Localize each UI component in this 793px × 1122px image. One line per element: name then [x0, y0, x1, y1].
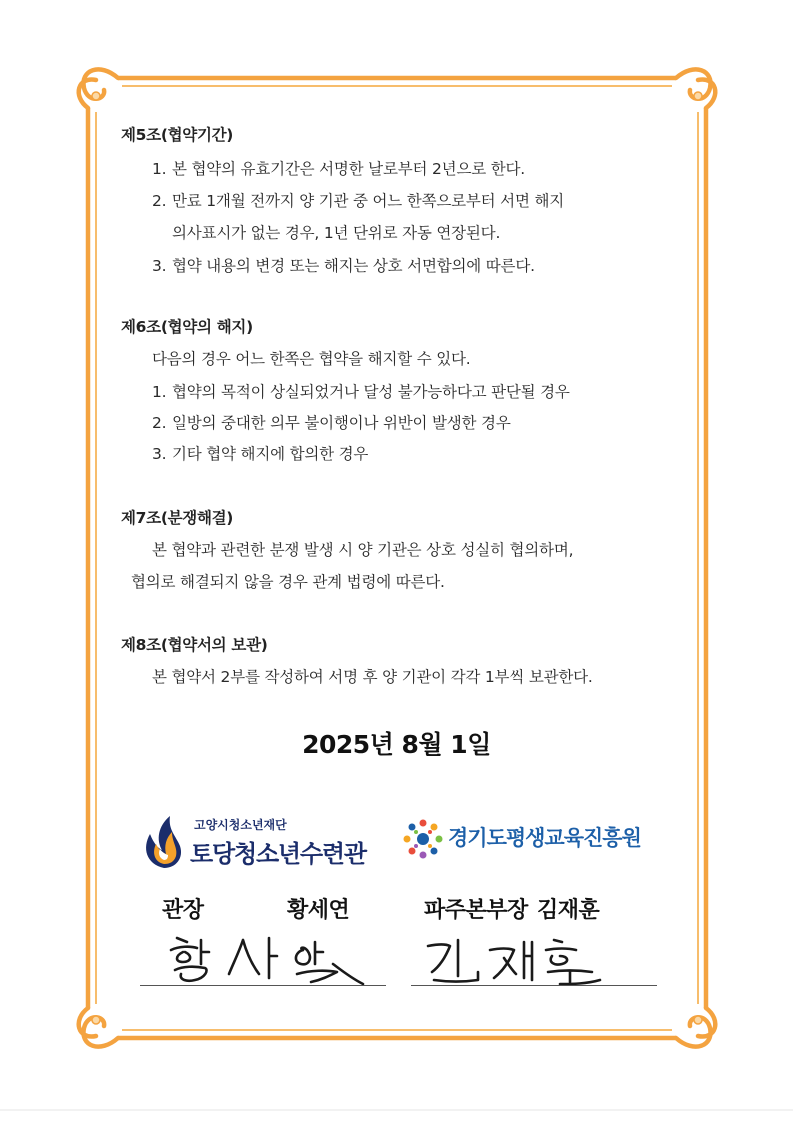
article-7-paragraph-2: 협의로 해결되지 않을 경우 관계 법령에 따른다.: [131, 573, 445, 591]
right-signature-image: [420, 932, 620, 992]
left-signer-title: 관장: [162, 898, 204, 923]
right-signature-line: [411, 985, 657, 986]
article-8-paragraph: 본 협약서 2부를 작성하여 서명 후 양 기관이 각각 1부씩 보관한다.: [152, 668, 593, 686]
flame-logo-icon: [140, 814, 188, 870]
left-signature-line: [140, 985, 386, 986]
org2-logo: [402, 812, 672, 872]
left-signature-image: [165, 930, 375, 990]
article-6-item-1: 1. 협약의 목적이 상실되었거나 달성 불가능하다고 판단될 경우: [152, 383, 570, 401]
article-8-title: 제8조(협약서의 보관): [121, 636, 268, 654]
article-5-item-1: 1. 본 협약의 유효기간은 서명한 날로부터 2년으로 한다.: [152, 160, 525, 178]
article-5-item-2-continued: 의사표시가 없는 경우, 1년 단위로 자동 연장된다.: [172, 224, 501, 242]
article-7-title: 제7조(분쟁해결): [121, 509, 234, 527]
article-7-paragraph-1: 본 협약과 관련한 분쟁 발생 시 양 기관은 상호 성실히 협의하며,: [152, 541, 574, 559]
article-5-item-2: 2. 만료 1개월 전까지 양 기관 중 어느 한쪽으로부터 서면 해지: [152, 192, 564, 210]
org2-name: 경기도평생교육진흥원: [448, 826, 641, 850]
article-6-item-3: 3. 기타 협약 해지에 합의한 경우: [152, 445, 369, 463]
left-signer-name: 황세연: [287, 898, 350, 923]
org1-logo: [140, 812, 390, 872]
article-5-title: 제5조(협약기간): [121, 126, 234, 144]
article-6-intro: 다음의 경우 어느 한쪽은 협약을 해지할 수 있다.: [152, 350, 471, 368]
article-6-title: 제6조(협약의 해지): [121, 318, 253, 336]
right-signer-name: 김재훈: [537, 898, 600, 923]
org1-parent-name: 고양시청소년재단: [194, 818, 287, 832]
article-5-item-3: 3. 협약 내용의 변경 또는 해지는 상호 서면합의에 따른다.: [152, 257, 535, 275]
dotted-circle-logo-icon: [402, 818, 444, 860]
org1-name: 토당청소년수련관: [190, 840, 366, 868]
agreement-date: 2025년 8월 1일: [302, 730, 491, 759]
article-6-item-2: 2. 일방의 중대한 의무 불이행이나 위반이 발생한 경우: [152, 414, 511, 432]
right-signer-title: 파주본부장: [424, 898, 528, 923]
